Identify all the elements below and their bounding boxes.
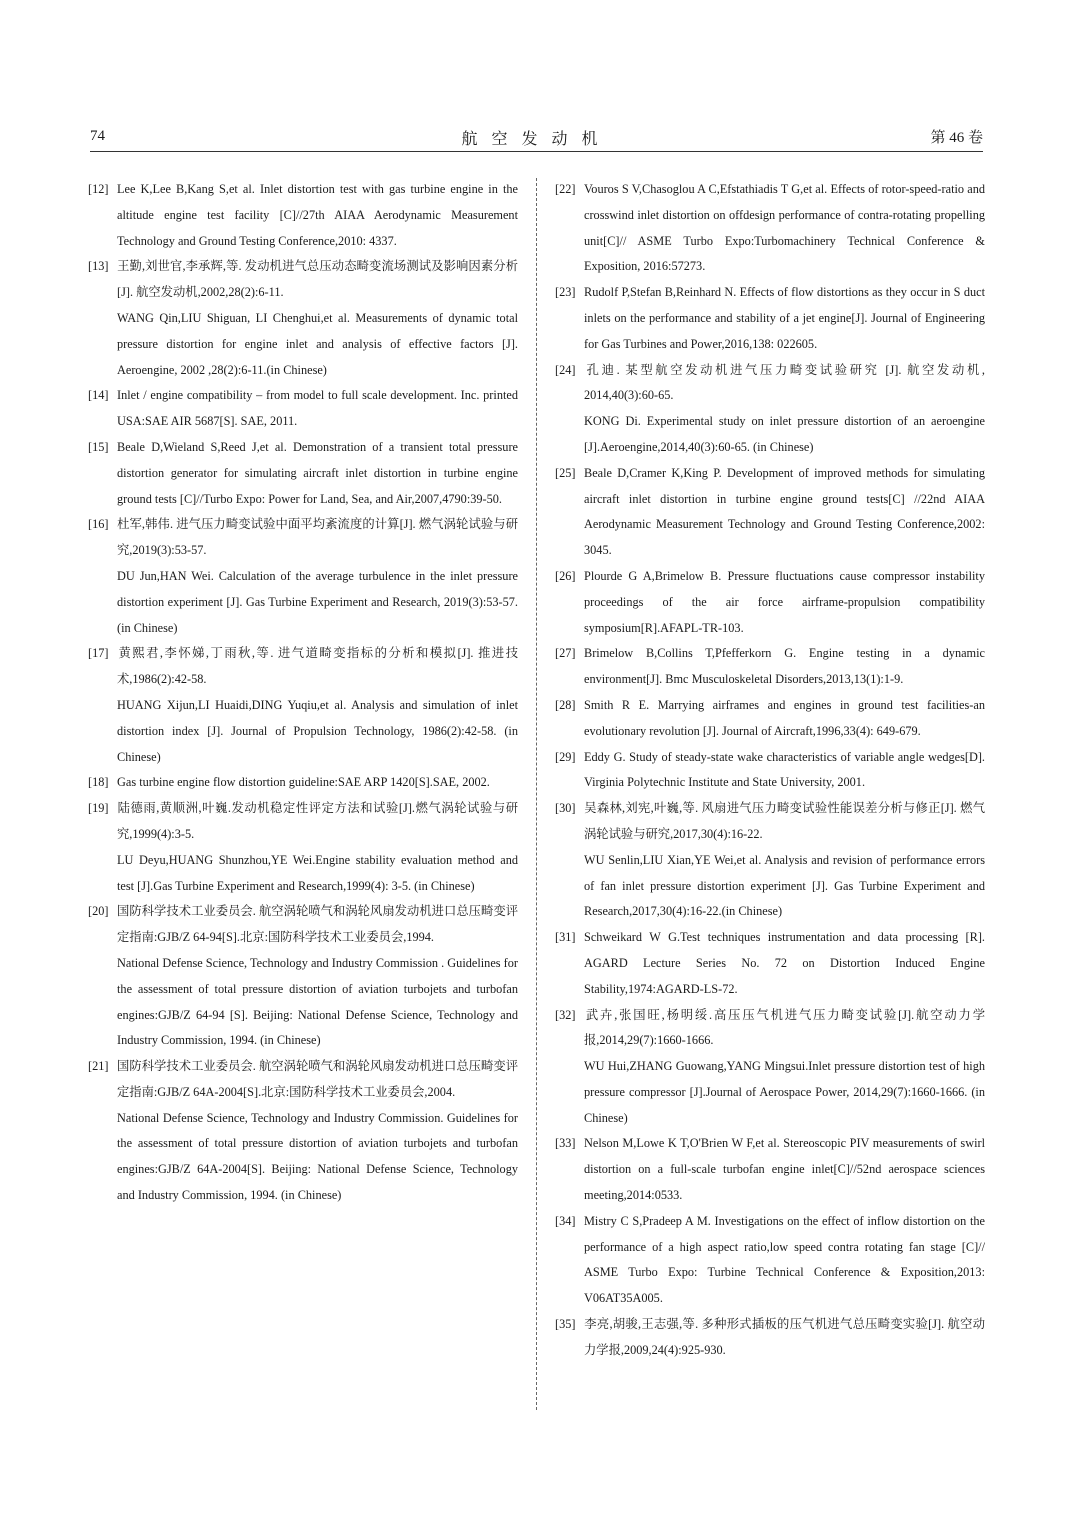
reference-entry xyxy=(88,177,518,254)
reference-text: 吴森林,刘宪,叶巍,等. 风扇进气压力畸变试验性能误差分析与修正[J]. 燃气涡轮试验与研究,2017,30(4):16-22. xyxy=(584,801,985,841)
reference-number: [30] xyxy=(555,801,576,816)
reference-entry xyxy=(555,641,985,693)
reference-number: [28] xyxy=(555,697,576,712)
reference-number: [34] xyxy=(555,1213,576,1228)
reference-number: [24] xyxy=(555,362,576,377)
reference-entry xyxy=(555,1209,985,1312)
reference-text: 国防科学技术工业委员会. 航空涡轮喷气和涡轮风扇发动机进口总压畸变评定指南:GJB/Z 64A-2004[S].北京:国防科学技术工业委员会,2004. xyxy=(117,1059,518,1099)
reference-entry xyxy=(88,641,518,770)
reference-number: [35] xyxy=(555,1317,576,1332)
reference-number: [26] xyxy=(555,568,576,583)
reference-entry xyxy=(555,1003,985,1132)
reference-number: [27] xyxy=(555,646,576,661)
column-divider xyxy=(536,178,537,1410)
reference-text: 李亮,胡骏,王志强,等. 多种形式插板的压气机进气总压畸变实验[J]. 航空动力学报,2009,24(4):925-930. xyxy=(584,1317,985,1357)
reference-text: 王勤,刘世官,李承辉,等. 发动机进气总压动态畸变流场测试及影响因素分析[J]. 航空发动机,2002,28(2):6-11. xyxy=(117,259,518,300)
reference-number: [22] xyxy=(555,182,576,196)
reference-number: [14] xyxy=(88,388,109,403)
reference-text: Inlet / engine compatibility – from model to full scale development. Inc. printed USA:SAE AIR 5687[S]. SAE, 2011. xyxy=(117,388,518,429)
reference-entry xyxy=(555,177,985,280)
reference-number: [33] xyxy=(555,1136,576,1151)
reference-number: [23] xyxy=(555,285,576,300)
reference-english-translation: KONG Di. Experimental study on inlet pressure distortion of an aeroengine [J].Aeroengine,2014,40(3):60-65. (in Chinese) xyxy=(584,414,985,454)
reference-entry xyxy=(555,1131,985,1208)
reference-number: [31] xyxy=(555,930,576,945)
reference-text: Eddy G. Study of steady-state wake characteristics of variable angle wedges[D]. Virginia Polytechnic Institute and State University, 2001. xyxy=(584,749,985,790)
reference-text: 杜军,韩伟. 进气压力畸变试验中面平均紊流度的计算[J]. 燃气涡轮试验与研究,2019(3):53-57. xyxy=(117,517,518,558)
reference-entry xyxy=(555,461,985,564)
reference-entry xyxy=(88,1054,518,1209)
reference-number: [25] xyxy=(555,465,576,480)
reference-text: Lee K,Lee B,Kang S,et al. Inlet distortion test with gas turbine engine in the altitude engine test facility [C]//27th AIAA Aerodynamic Measurement Technology and Ground Testing Conference,2010: 4337. xyxy=(117,182,518,248)
reference-number: [32] xyxy=(555,1007,576,1022)
reference-entry xyxy=(88,254,518,383)
reference-number: [19] xyxy=(88,801,109,816)
reference-entry xyxy=(555,564,985,641)
reference-entry xyxy=(555,796,985,925)
journal-title: 航空发动机 xyxy=(461,131,612,148)
reference-entry xyxy=(88,796,518,899)
reference-text: 黄熙君,李怀娣,丁雨秋,等. 进气道畸变指标的分析和模拟[J]. 推进技术,1986(2):42-58. xyxy=(117,646,518,687)
reference-column-right xyxy=(555,177,985,1364)
reference-text: Beale D,Wieland S,Reed J,et al. Demonstration of a transient total pressure distortion generator for simulating aircraft inlet distortion in turbine engine ground tests [C]//Turbo Expo: Power for Land, Sea, and Air,2007,4790:39-50. xyxy=(117,439,518,506)
reference-text: Smith R E. Marrying airframes and engines in ground test facilities-an evolutionary revolution [J]. Journal of Aircraft,1996,33(4): 649-679. xyxy=(584,697,985,738)
reference-entry xyxy=(555,280,985,357)
reference-number: [21] xyxy=(88,1059,109,1074)
reference-column-left xyxy=(88,177,518,1209)
reference-text: 孔迪. 某型航空发动机进气压力畸变试验研究 [J]. 航空发动机, 2014,40(3):60-65. xyxy=(584,362,985,403)
reference-text: Plourde G A,Brimelow B. Pressure fluctuations cause compressor instability proceedings of the air force airframe-propulsion compatibility symposium[R].AFAPL-TR-103. xyxy=(584,568,985,635)
running-header xyxy=(90,126,983,150)
reference-text: Vouros S V,Chasoglou A C,Efstathiadis T G,et al. Effects of rotor-speed-ratio and crosswind inlet distortion on offdesign performance of contra-rotating propelling unit[C]// ASME Turbo Expo:Turbomachinery Technical Conference & Exposition, 2016:57273. xyxy=(584,182,985,274)
reference-number: [20] xyxy=(88,904,109,919)
reference-english-translation: WU Senlin,LIU Xian,YE Wei,et al. Analysis and revision of performance errors of fan inlet pressure distortion experiment [J]. Gas Turbine Experiment and Research,2017,30(4):16-22.(in Chinese) xyxy=(584,852,985,919)
reference-text: 国防科学技术工业委员会. 航空涡轮喷气和涡轮风扇发动机进口总压畸变评定指南:GJB/Z 64-94[S].北京:国防科学技术工业委员会,1994. xyxy=(117,904,518,945)
reference-english-translation: National Defense Science, Technology and Industry Commission . Guidelines for the assessment of total pressure distortion of aviation turbojets and turbofan engines:GJB/Z 64-94 [S]. Beijing: National Defense Science, Technology and Industry Commission, 1994. (in Chinese) xyxy=(117,955,518,1048)
reference-number: [16] xyxy=(88,517,109,532)
reference-entry xyxy=(555,1312,985,1364)
reference-entry xyxy=(88,899,518,1054)
reference-text: Mistry C S,Pradeep A M. Investigations on the effect of inflow distortion on the performance of a high aspect ratio,low speed contra rotating fan stage [C]// ASME Turbo Expo: Turbine Technical Conference & Exposition,2013: V06AT35A005. xyxy=(584,1213,985,1306)
volume-label: 第 46 卷 xyxy=(930,130,983,146)
reference-entry xyxy=(555,745,985,797)
reference-text: Rudolf P,Stefan B,Reinhard N. Effects of flow distortions as they occur in S duct inlets on the performance and stability of a jet engine[J]. Journal of Engineering for Gas Turbines and Power,2016,138: 022605. xyxy=(584,285,985,351)
reference-number: [12] xyxy=(88,182,109,196)
reference-english-translation: WANG Qin,LIU Shiguan, LI Chenghui,et al. Measurements of dynamic total pressure distortion for engine inlet and analysis of effective factors [J]. Aeroengine, 2002 ,28(2):6-11.(in Chinese) xyxy=(117,310,518,377)
reference-english-translation: National Defense Science, Technology and Industry Commission. Guidelines for the assessment of total pressure distortion of aviation turbojets and turbofan engines:GJB/Z 64A-2004[S]. Beijing: National Defense Science, Technology and Industry Commission, 1994. (in Chinese) xyxy=(117,1110,518,1203)
reference-entry xyxy=(88,512,518,641)
reference-entry xyxy=(555,693,985,745)
reference-number: [13] xyxy=(88,259,109,274)
reference-text: Nelson M,Lowe K T,O'Brien W F,et al. Stereoscopic PIV measurements of swirl distortion on a full-scale turbofan engine inlet[C]//52nd aerospace sciences meeting,2014:0533. xyxy=(584,1136,985,1203)
reference-english-translation: HUANG Xijun,LI Huaidi,DING Yuqiu,et al. Analysis and simulation of inlet distortion index [J]. Journal of Propulsion Technology, 1986(2):42-58. (in Chinese) xyxy=(117,697,518,764)
reference-text: 武卉,张国旺,杨明绥.高压压气机进气压力畸变试验[J].航空动力学报,2014,29(7):1660-1666. xyxy=(584,1007,985,1048)
reference-entry xyxy=(555,358,985,461)
header-rule xyxy=(90,151,983,152)
reference-entry xyxy=(88,770,518,796)
reference-text: Beale D,Cramer K,King P. Development of improved methods for simulating aircraft inlet distortion in turbine engine ground tests[C] //22nd AIAA Aerodynamic Measurement Technology and Ground Testing Conference,2002: 3045. xyxy=(584,465,985,558)
reference-text: Schweikard W G.Test techniques instrumentation and data processing [R]. AGARD Lecture Series No. 72 on Distortion Induced Engine Stability,1974:AGARD-LS-72. xyxy=(584,930,985,996)
reference-text: Gas turbine engine flow distortion guideline:SAE ARP 1420[S].SAE, 2002. xyxy=(117,775,490,790)
reference-text: Brimelow B,Collins T,Pfefferkorn G. Engine testing in a dynamic environment[J]. Bmc Musculoskeletal Disorders,2013,13(1):1-9. xyxy=(584,646,985,687)
reference-number: [15] xyxy=(88,439,109,454)
reference-english-translation: LU Deyu,HUANG Shunzhou,YE Wei.Engine stability evaluation method and test [J].Gas Turbine Experiment and Research,1999(4): 3-5. (in Chinese) xyxy=(117,852,518,893)
reference-number: [29] xyxy=(555,749,576,764)
reference-number: [18] xyxy=(88,775,109,790)
reference-entry xyxy=(88,383,518,435)
page-number: 74 xyxy=(90,128,105,144)
reference-english-translation: DU Jun,HAN Wei. Calculation of the average turbulence in the inlet pressure distortion experiment [J]. Gas Turbine Experiment and Research, 2019(3):53-57.(in Chinese) xyxy=(117,568,518,635)
reference-entry xyxy=(88,435,518,512)
reference-number: [17] xyxy=(88,646,109,661)
reference-text: 陆德雨,黄顺洲,叶巍.发动机稳定性评定方法和试验[J].燃气涡轮试验与研究,1999(4):3-5. xyxy=(117,801,518,841)
reference-english-translation: WU Hui,ZHANG Guowang,YANG Mingsui.Inlet pressure distortion test of high pressure compressor [J].Journal of Aerospace Power, 2014,29(7):1660-1666. (in Chinese) xyxy=(584,1059,985,1125)
reference-entry xyxy=(555,925,985,1002)
